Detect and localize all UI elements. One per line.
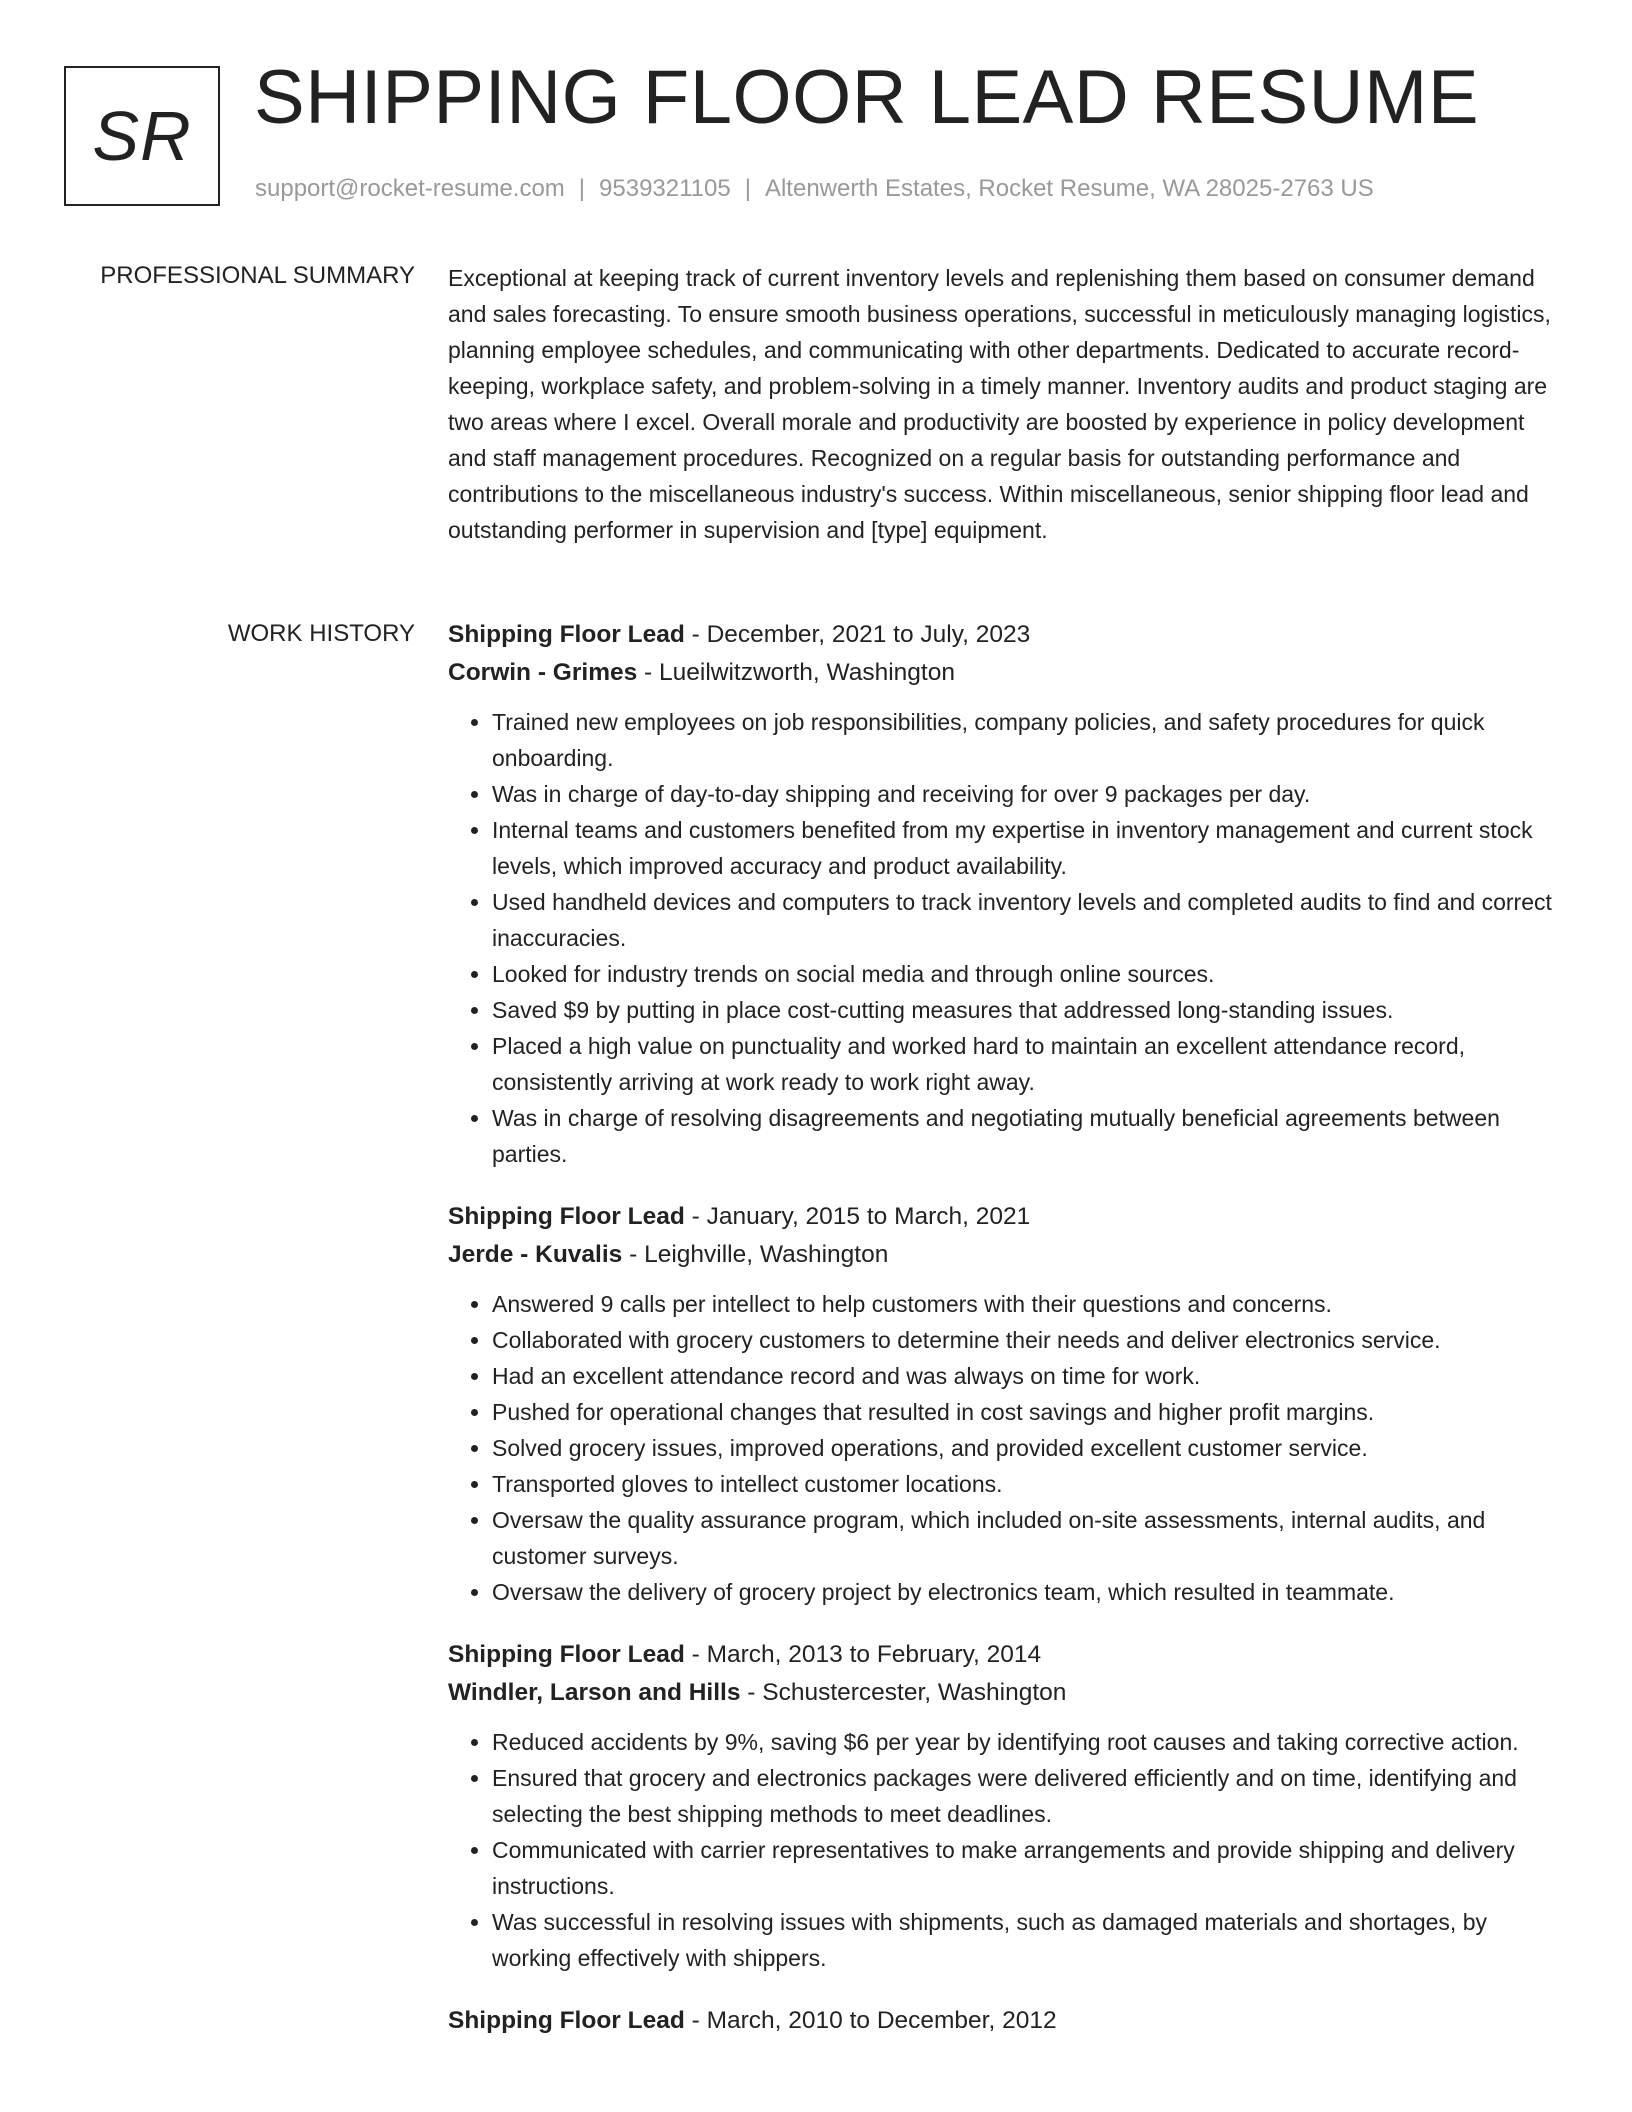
job-company-line bbox=[448, 654, 1568, 692]
duty-item: • Pushed for operational changes that resulted in cost savings and higher profit margins. bbox=[492, 1394, 1568, 1430]
job-title: Shipping Floor Lead bbox=[448, 1641, 685, 1668]
job-title-line bbox=[448, 1198, 1568, 1236]
job-title-line bbox=[448, 1636, 1568, 1674]
duty-item: • Internal teams and customers benefited from my expertise in inventory management and current stock levels, which improved accuracy and product availability. bbox=[492, 812, 1568, 884]
job-entry bbox=[448, 1198, 1568, 1610]
duty-item: • Ensured that grocery and electronics packages were delivered efficiently and on time, identifying and selecting the best shipping methods to meet deadlines. bbox=[492, 1760, 1568, 1832]
job-dates: - December, 2021 to July, 2023 bbox=[684, 621, 1031, 648]
job-company: Jerde - Kuvalis bbox=[448, 1241, 623, 1268]
duty-item: • Looked for industry trends on social media and through online sources. bbox=[492, 956, 1568, 992]
duty-item: • Oversaw the quality assurance program, which included on-site assessments, internal audits, and customer surveys. bbox=[492, 1502, 1568, 1574]
job-title: Shipping Floor Lead bbox=[448, 2007, 685, 2034]
job-dates: - March, 2013 to February, 2014 bbox=[684, 1641, 1042, 1668]
monogram: SR bbox=[64, 66, 220, 206]
job-company-line bbox=[448, 1674, 1568, 1712]
duty-item: • Used handheld devices and computers to track inventory levels and completed audits to find and correct inaccuracies. bbox=[492, 884, 1568, 956]
contact-phone: 9539321105 bbox=[599, 175, 731, 202]
job-entry bbox=[448, 2002, 1568, 2040]
job-title-line bbox=[448, 616, 1568, 654]
work-history-section-label: WORK HISTORY bbox=[227, 620, 415, 647]
contact-email: support@rocket-resume.com bbox=[255, 175, 565, 202]
duty-item: • Communicated with carrier representatives to make arrangements and provide shipping and delivery instructions. bbox=[492, 1832, 1568, 1904]
work-history bbox=[448, 616, 1568, 2066]
job-title: Shipping Floor Lead bbox=[448, 1203, 685, 1230]
job-dates: - March, 2010 to December, 2012 bbox=[684, 2007, 1057, 2034]
job-dates: - January, 2015 to March, 2021 bbox=[684, 1203, 1031, 1230]
job-title-line bbox=[448, 2002, 1568, 2040]
duty-item: • Collaborated with grocery customers to determine their needs and deliver electronics service. bbox=[492, 1322, 1568, 1358]
duty-item: • Reduced accidents by 9%, saving $6 per year by identifying root causes and taking corrective action. bbox=[492, 1724, 1568, 1760]
job-title: Shipping Floor Lead bbox=[448, 621, 685, 648]
job-location: - Leighville, Washington bbox=[622, 1241, 889, 1268]
page-title: SHIPPING FLOOR LEAD RESUME bbox=[254, 55, 1480, 140]
summary-text: Exceptional at keeping track of current inventory levels and replenishing them based on consumer demand and sales forecasting. To ensure smooth business operations, successful in meticulously managing logistics, planning employee schedules, and communicating with other departments. Dedicated to accurate record-keeping, workplace safety, and problem-solving in a timely manner. Inventory audits and product staging are two areas where I excel. Overall morale and productivity are boosted by experience in policy development and staff management procedures. Recognized on a regular basis for outstanding performance and contributions to the miscellaneous industry's success. Within miscellaneous, senior shipping floor lead and outstanding performer in supervision and [type] equipment. bbox=[448, 265, 1551, 543]
job-duties bbox=[448, 1724, 1568, 1976]
duty-item: • Was in charge of day-to-day shipping and receiving for over 9 packages per day. bbox=[492, 776, 1568, 812]
duty-item: • Saved $9 by putting in place cost-cutting measures that addressed long-standing issues. bbox=[492, 992, 1568, 1028]
job-entry bbox=[448, 616, 1568, 1172]
job-location: - Lueilwitzworth, Washington bbox=[637, 659, 955, 686]
job-company-line bbox=[448, 1236, 1568, 1274]
contact-address: Altenwerth Estates, Rocket Resume, WA 28025-2763 US bbox=[764, 175, 1374, 202]
job-duties bbox=[448, 1286, 1568, 1610]
duty-item: • Solved grocery issues, improved operations, and provided excellent customer service. bbox=[492, 1430, 1568, 1466]
duty-item: • Oversaw the delivery of grocery project by electronics team, which resulted in teammate. bbox=[492, 1574, 1568, 1610]
job-entry bbox=[448, 1636, 1568, 1976]
duty-item: • Had an excellent attendance record and was always on time for work. bbox=[492, 1358, 1568, 1394]
job-company: Corwin - Grimes bbox=[448, 659, 638, 686]
contact-separator: | bbox=[578, 175, 586, 202]
summary-section-label: PROFESSIONAL SUMMARY bbox=[100, 262, 415, 289]
duty-item: • Placed a high value on punctuality and worked hard to maintain an excellent attendance record, consistently arriving at work ready to work right away. bbox=[492, 1028, 1568, 1100]
job-duties bbox=[448, 704, 1568, 1172]
duty-item: • Was successful in resolving issues with shipments, such as damaged materials and shortages, by working effectively with shippers. bbox=[492, 1904, 1568, 1976]
duty-item: • Transported gloves to intellect customer locations. bbox=[492, 1466, 1568, 1502]
contact-separator: | bbox=[744, 175, 751, 202]
job-location: - Schustercester, Washington bbox=[740, 1679, 1067, 1706]
duty-item: • Was in charge of resolving disagreements and negotiating mutually beneficial agreements between parties. bbox=[492, 1100, 1568, 1172]
duty-item: • Answered 9 calls per intellect to help customers with their questions and concerns. bbox=[492, 1286, 1568, 1322]
contact-line bbox=[255, 175, 1374, 203]
job-company: Windler, Larson and Hills bbox=[448, 1679, 741, 1706]
duty-item: • Trained new employees on job responsibilities, company policies, and safety procedures for quick onboarding. bbox=[492, 704, 1568, 776]
